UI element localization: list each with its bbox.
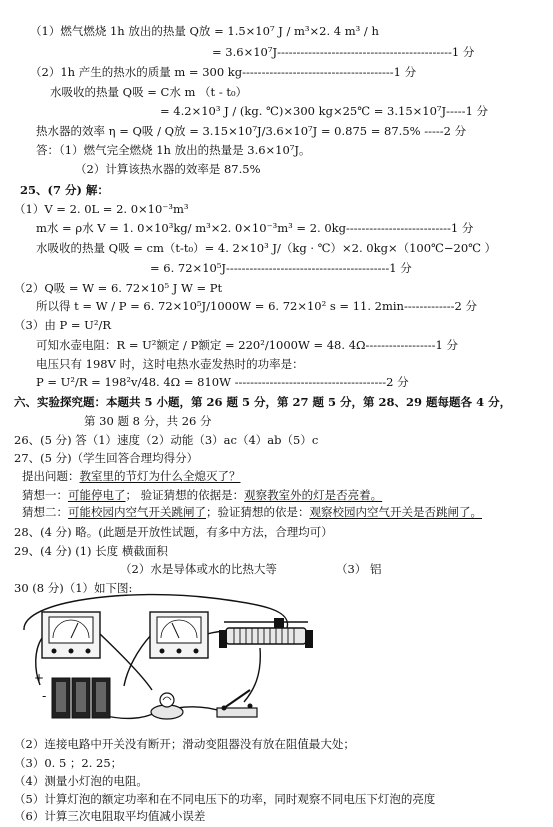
- q27-guess2-line: [22, 506, 482, 519]
- q24-heat-released: （1）燃气燃烧 1h 放出的热量 Q放 = 1.5×10⁷ J / m³×2. 4 m³ / h: [30, 24, 379, 38]
- q30-answer-2: （2）连接电路中开关没有断开；滑动变阻器没有放在阻值最大处；: [14, 737, 355, 751]
- q25-heat-result: = 6. 72×10⁵J------------------------------------------1 分: [150, 261, 412, 275]
- q28-answer: 28、(4 分) 略。(此题是开放性试题，有多中方法，合理均可）: [14, 525, 333, 539]
- q24-heat-absorbed-formula: 水吸收的热量 Q吸 = C水 m （t - t₀）: [50, 85, 248, 99]
- q24-heat-absorbed-result: = 4.2×10³ J / (kg. ℃)×300 kg×25℃ = 3.15×10⁷J-----1 分: [160, 104, 489, 118]
- q27-guess2-verify-label: ；验证猜想的依是：: [206, 505, 310, 519]
- q30-answer-4: （4）测量小灯泡的电阻。: [14, 774, 148, 788]
- q24-answer-1: 答：（1）燃气完全燃烧 1h 放出的热量是 3.6×10⁷J。: [36, 143, 311, 157]
- q25-heading: 25、(7 分) 解：: [20, 183, 109, 197]
- q27-guess2-label: 猜想二：: [22, 505, 68, 519]
- circuit-diagram: [12, 590, 342, 725]
- q24-efficiency: 热水器的效率 η = Q吸 / Q放 = 3.15×10⁷J/3.6×10⁷J = 0.875 = 87.5% -----2 分: [36, 124, 467, 138]
- q25-resistance: 可知水壶电阻：R = U²额定 / P额定 = 220²/1000W = 48. 4Ω------------------1 分: [36, 338, 458, 352]
- section6-heading-cont: 第 30 题 8 分，共 26 分: [84, 414, 212, 428]
- q25-power-result: P = U²/R = 198²v/48. 4Ω = 810W ---------------------------------------2 分: [36, 375, 409, 389]
- q25-part2-energy: （2）Q吸 = W = 6. 72×10⁵ J W = Pt: [14, 281, 223, 295]
- battery-plus-label: +: [34, 671, 45, 685]
- q27-guess1-verify-label: ； 验证猜想的依据是：: [125, 488, 245, 502]
- switch-icon: [217, 690, 257, 717]
- q27-question-text: 教室里的节灯为什么全熄灭了？: [79, 469, 241, 483]
- wire-ammeter-left: [124, 634, 152, 686]
- ammeter-icon: [150, 612, 208, 658]
- q29-answer-3: （3） 铝: [336, 562, 382, 576]
- battery-minus-label: -: [42, 689, 47, 703]
- q30-answer-6: （6）计算三次电阻取平均值减小误差: [14, 809, 206, 823]
- q30-heading: 30 (8 分)（1）如下图:: [14, 581, 133, 595]
- q26-answer: 26、(5 分) 答（1）速度（2）动能（3）ac（4）ab（5）c: [14, 433, 319, 447]
- wire-rheostat-switch: [244, 648, 260, 702]
- q29-answer-1: 29、(4 分) (1) 长度 横截面积: [14, 544, 168, 558]
- q24-answer-2: （2）计算该热水器的效率是 87.5%: [75, 162, 261, 176]
- q27-guess1-line: [22, 489, 382, 502]
- q25-part2-time: 所以得 t = W / P = 6. 72×10⁵J/1000W = 6. 72×10² s = 11. 2min-------------2 分: [36, 299, 477, 313]
- q29-answer-2: （2）水是导体或水的比热大等: [120, 562, 277, 576]
- q25-volume: （1）V = 2. 0L = 2. 0×10⁻³m³: [14, 202, 189, 216]
- q27-guess1-text: 可能停电了: [68, 488, 126, 502]
- voltmeter-icon: [42, 612, 100, 658]
- q30-answer-5: （5）计算灯泡的额定功率和在不同电压下的功率，同时观察不同电压下灯泡的亮度: [14, 792, 436, 806]
- q27-question-label: 提出问题：: [22, 469, 80, 483]
- q24-heat-result: = 3.6×10⁷J---------------------------------------------1 分: [212, 45, 475, 59]
- q25-mass: m水 = ρ水 V = 1. 0×10³kg/ m³×2. 0×10⁻³m³ = 2. 0kg---------------------------1 分: [36, 221, 474, 235]
- bulb-icon: [151, 693, 183, 719]
- section6-heading: 六、实验探究题：本题共 5 小题，第 26 题 5 分，第 27 题 5 分，第 28、29 题每题各 4 分，: [14, 395, 512, 409]
- q25-low-voltage: 电压只有 198V 时，这时电热水壶发热时的功率是：: [36, 357, 304, 371]
- q24-water-mass: （2）1h 产生的热水的质量 m = 300 kg---------------------------------------1 分: [30, 65, 417, 79]
- q27-guess1-label: 猜想一：: [22, 488, 68, 502]
- q25-part3-formula: （3）由 P = U²/R: [14, 318, 111, 332]
- q27-question-line: [22, 470, 241, 483]
- q25-heat-absorbed: 水吸收的热量 Q吸 = cm（t-t₀）= 4. 2×10³ J/（kg · ℃）×2. 0kg×（100℃−20℃ ）: [36, 241, 497, 255]
- q30-answer-3: （3）0. 5 ；2. 25；: [14, 756, 123, 770]
- q27-heading: 27、(5 分)（学生回答合理均得分）: [14, 451, 199, 465]
- q27-guess1-verify-text: 观察教室外的灯是否亮着。: [244, 488, 383, 502]
- q27-guess2-text: 可能校园内空气开关跳闸了: [68, 505, 206, 519]
- q27-guess2-verify-text: 观察校园内空气开关是否跳闸了。: [309, 505, 482, 519]
- rheostat-icon: [219, 618, 313, 648]
- battery-icon: [52, 678, 110, 718]
